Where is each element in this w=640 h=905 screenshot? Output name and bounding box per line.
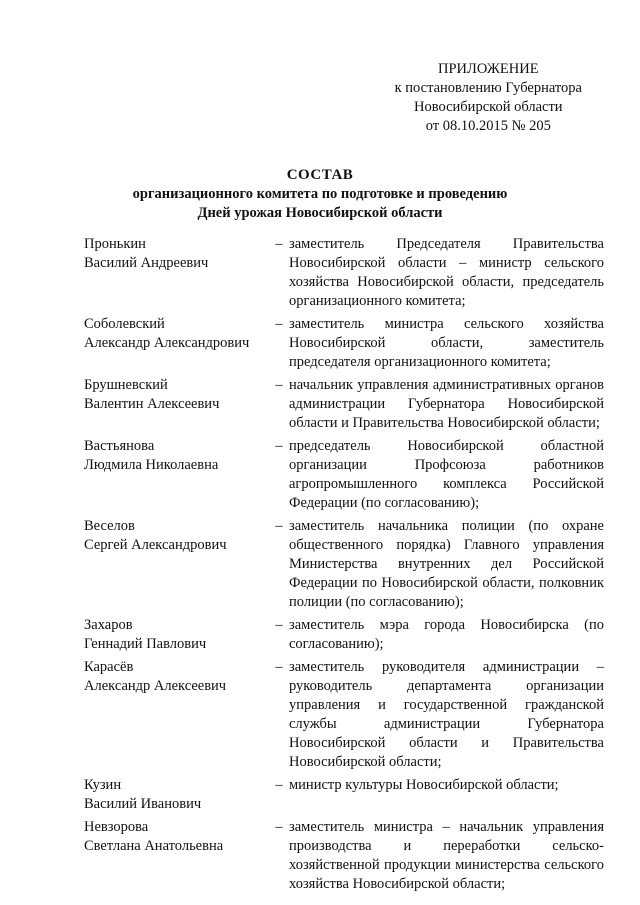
member-surname: Пронькин bbox=[84, 236, 146, 252]
member-name bbox=[84, 376, 269, 414]
member-dash: – bbox=[275, 438, 283, 454]
member-surname: Соболевский bbox=[84, 316, 165, 332]
member-role: заместитель начальника полиции (по охране общественного порядка) Главного управления Министерства внутренних дел Российской Федерации по Новосибирской области, полковник полиции (по согласованию); bbox=[289, 518, 604, 610]
member-given-name: Людмила Николаевна bbox=[84, 457, 219, 473]
member-role: министр культуры Новосибирской области; bbox=[289, 777, 559, 793]
committee-member bbox=[84, 235, 604, 311]
member-surname: Невзорова bbox=[84, 819, 149, 835]
committee-member bbox=[84, 376, 604, 433]
member-dash: – bbox=[275, 659, 283, 675]
member-dash: – bbox=[275, 518, 283, 534]
member-name bbox=[84, 235, 269, 273]
member-given-name: Сергей Александрович bbox=[84, 537, 227, 553]
member-surname: Кузин bbox=[84, 777, 122, 793]
member-name bbox=[84, 818, 269, 856]
appendix-reference: к постановлению Губернатора bbox=[394, 80, 582, 96]
member-role: заместитель министра сельского хозяйства Новосибирской области, заместитель председателя организационного комитета; bbox=[289, 316, 604, 370]
member-dash: – bbox=[275, 316, 283, 332]
appendix-title: ПРИЛОЖЕНИЕ bbox=[437, 61, 539, 77]
member-surname: Брушневский bbox=[84, 377, 168, 393]
member-role: председатель Новосибирской областной организации Профсоюза работников агропромышленного комплекса Российской Федерации (по согласованию); bbox=[289, 438, 604, 511]
member-surname: Вастьянова bbox=[84, 438, 155, 454]
member-role: заместитель Председателя Правительства Новосибирской области – министр сельского хозяйства Новосибирской области, председатель организационного комитета; bbox=[289, 236, 604, 309]
member-surname: Карасёв bbox=[84, 659, 134, 675]
member-dash: – bbox=[275, 377, 283, 393]
committee-member bbox=[84, 517, 604, 612]
member-name bbox=[84, 437, 269, 475]
member-name bbox=[84, 776, 269, 814]
member-surname: Захаров bbox=[84, 617, 133, 633]
member-dash: – bbox=[275, 236, 283, 252]
appendix-block bbox=[395, 60, 582, 136]
committee-member bbox=[84, 437, 604, 513]
member-name bbox=[84, 658, 269, 696]
document-title: СОСТАВ bbox=[286, 167, 354, 183]
committee-member bbox=[84, 315, 604, 372]
member-name bbox=[84, 315, 269, 353]
document-subtitle-line1: организационного комитета по подготовке и проведению bbox=[132, 186, 508, 202]
committee-member bbox=[84, 776, 604, 814]
appendix-region: Новосибирской области bbox=[414, 99, 563, 115]
member-role: начальник управления административных органов администрации Губернатора Новосибирской области и Правительства Новосибирской области; bbox=[289, 377, 604, 431]
member-dash: – bbox=[275, 819, 283, 835]
member-given-name: Геннадий Павлович bbox=[84, 636, 207, 652]
member-given-name: Василий Иванович bbox=[84, 796, 202, 812]
member-dash: – bbox=[275, 777, 283, 793]
member-surname: Веселов bbox=[84, 518, 135, 534]
member-given-name: Александр Алексеевич bbox=[84, 678, 227, 694]
document-subtitle-line2: Дней урожая Новосибирской области bbox=[197, 205, 443, 221]
member-role: заместитель руководителя администрации – руководитель департамента организации управления и государственной гражданской службы администрации Губернатора Новосибирской области и Правительства Новосибирской области; bbox=[289, 659, 604, 770]
committee-member bbox=[84, 616, 604, 654]
member-given-name: Василий Андреевич bbox=[84, 255, 209, 271]
member-name bbox=[84, 517, 269, 555]
member-name bbox=[84, 616, 269, 654]
committee-member-list bbox=[84, 235, 604, 898]
committee-member bbox=[84, 658, 604, 772]
member-given-name: Александр Александрович bbox=[84, 335, 250, 351]
member-role: заместитель мэра города Новосибирска (по согласованию); bbox=[289, 617, 604, 652]
member-dash: – bbox=[275, 617, 283, 633]
member-given-name: Светлана Анатольевна bbox=[84, 838, 224, 854]
committee-member bbox=[84, 818, 604, 894]
member-role: заместитель министра – начальник управления производства и переработки сельско-хозяйственной продукции министерства сельского хозяйства Новосибирской области; bbox=[289, 819, 604, 892]
member-given-name: Валентин Алексеевич bbox=[84, 396, 220, 412]
document-heading bbox=[0, 166, 640, 223]
appendix-date-number: от 08.10.2015 № 205 bbox=[425, 118, 551, 134]
